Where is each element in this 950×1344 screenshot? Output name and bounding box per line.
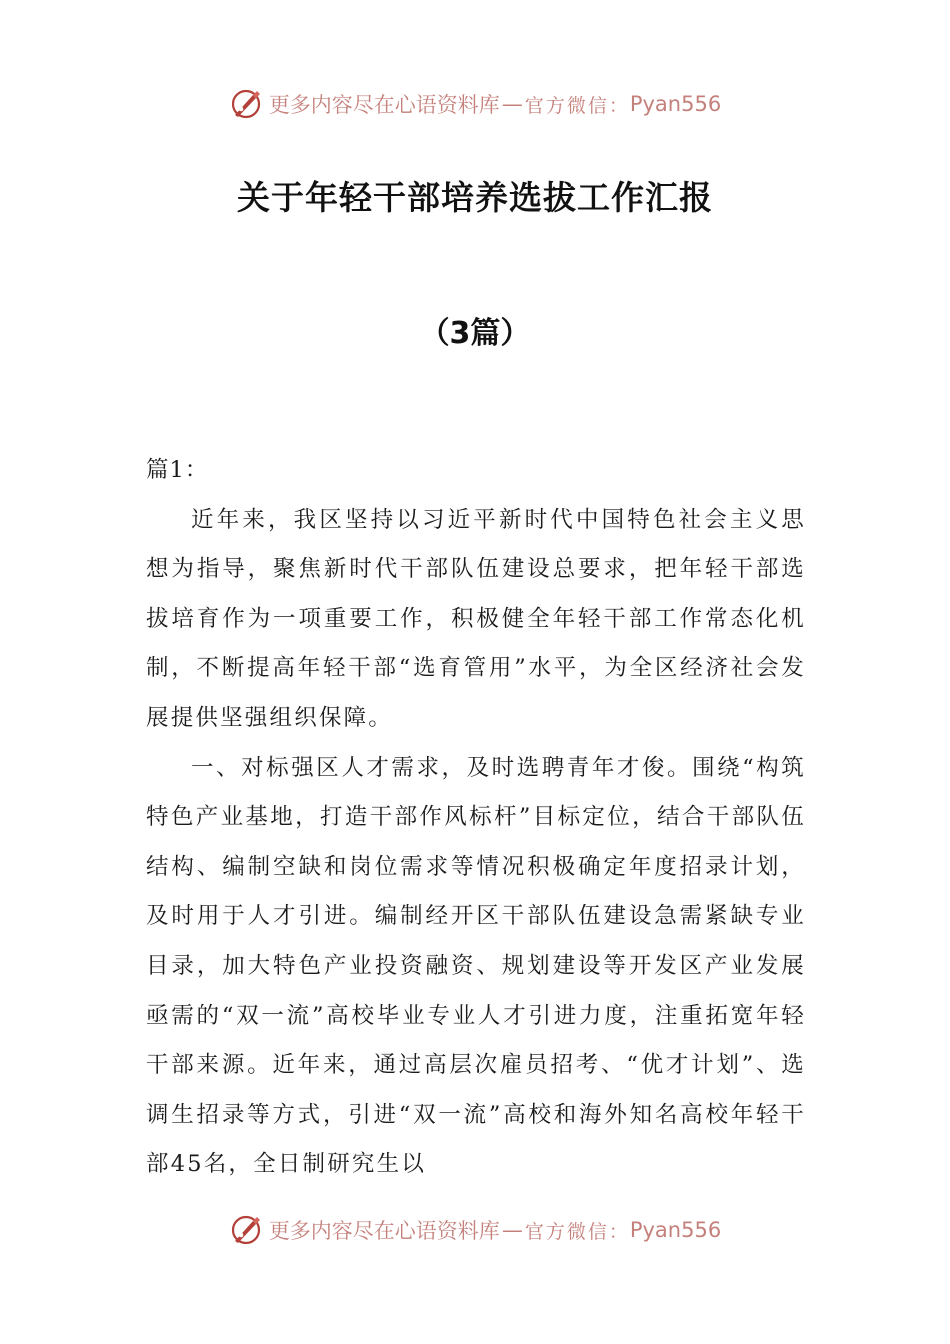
watermark-separator: — [501,1218,523,1242]
watermark-wechat-id: Pyan556 [629,1218,722,1242]
document-body [146,446,806,1190]
watermark-header [0,84,950,124]
pen-logo-icon [229,87,263,121]
watermark-wechat-label: 官方微信： [524,1220,630,1243]
section-label: 篇1： [146,457,209,483]
body-paragraph-2: 一、对标强区人才需求，及时选聘青年才俊。围绕“构筑特色产业基地，打造干部作风标杆”目标定位，结合干部队伍结构、编制空缺和岗位需求等情况积极确定年度招录计划，及时用于人才引进。编制经开区干部队伍建设急需紧缺专业目录，加大特色产业投资融资、规划建设等开发区产业发展亟需的“双一流”高校毕业专业人才引进力度，注重拓宽年轻干部来源。近年来，通过高层次雇员招考、“优才计划”、选调生招录等方式，引进“双一流”高校和海外知名高校年轻干部45名，全日制研究生以 [146,754,806,1178]
watermark-brand: 更多内容尽在心语资料库 [268,93,500,117]
watermark-wechat-id: Pyan556 [629,92,722,116]
document-subtitle: （3篇） [419,316,531,351]
watermark-brand: 更多内容尽在心语资料库 [268,1219,500,1243]
pen-logo-icon [229,1213,263,1247]
watermark-separator: — [501,92,523,116]
body-paragraph-1: 近年来，我区坚持以习近平新时代中国特色社会主义思想为指导，聚焦新时代干部队伍建设总要求，把年轻干部选拔培育作为一项重要工作，积极健全年轻干部工作常态化机制，不断提高年轻干部“选育管用”水平，为全区经济社会发展提供坚强组织保障。 [146,506,806,731]
watermark-wechat-label: 官方微信： [524,94,630,117]
document-title: 关于年轻干部培养选拔工作汇报 [237,178,713,217]
watermark-footer [0,1210,950,1250]
